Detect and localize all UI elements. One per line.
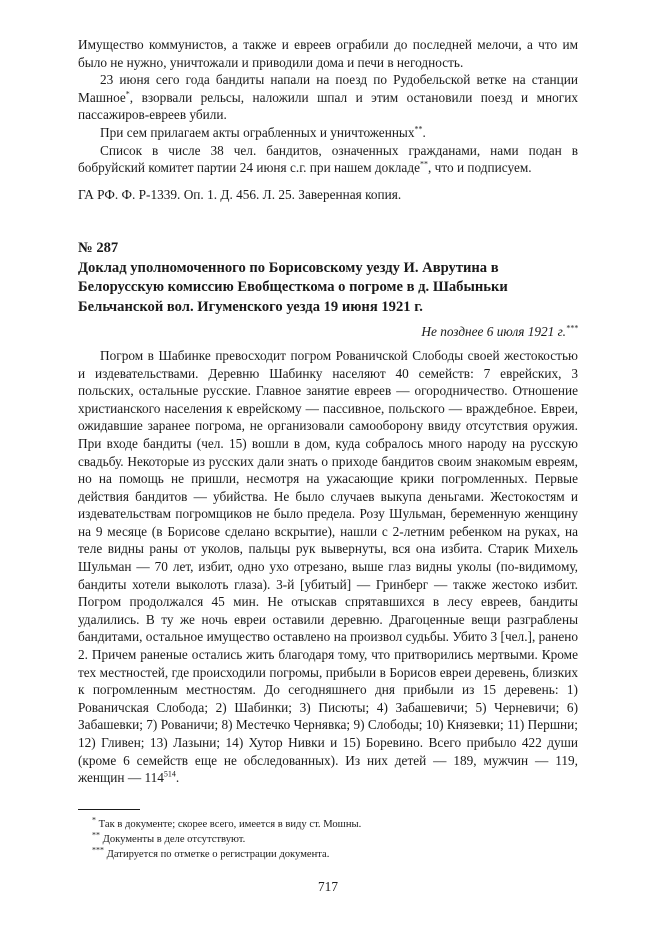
page-number: 717 — [318, 878, 338, 894]
book-page — [78, 36, 578, 895]
document-date — [78, 323, 578, 341]
footnote-text: Документы в деле отсутствуют. — [102, 833, 246, 845]
footnote — [78, 832, 578, 847]
text-run: 23 июня сего года бандиты напали на поезд по Рудобельской ветке на станции Машное — [78, 72, 578, 105]
footnote — [78, 847, 578, 862]
archive-source: ГА РФ. Ф. Р-1339. Оп. 1. Д. 456. Л. 25. Заверенная копия. — [78, 186, 402, 202]
footnote-divider — [78, 809, 140, 810]
paragraph — [78, 71, 578, 124]
footnote-mark: *** — [92, 845, 104, 855]
footnote-mark: * — [92, 815, 96, 825]
text-run: Погром в Шабинке превосходит погром Рованичской Слободы своей жестокостью и издевательствами. Деревню Шабинку населяют 40 семейств: 7 еврейских, 3 польских, остальные русские. Главное занятие евреев — огородничество. Отношение христианского населения к еврейскому — пассивное, польского — враждебное. Евреи, ожидавшие заранее погрома, не организовали самооборону ввиду отсутствия оружия. При входе бандиты (чел. 15) вошли в дом, куда собралось много народу на русскую свадьбу. Некоторые из русских дали знать о приходе бандитов своим знакомым евреям, но на помощь не пришли, несмотря на ужасающие крики погромленных. Первые действия бандитов — убийства. Не было случаев выкупа деньгами. Жестокостям и издевательствам погромщиков не было предела. Розу Шульман, беременную женщину на 9 месяце (в Борисове сделано вскрытие), нашли с 2-летним ребенком на руках, на теле видны раны от уколов, пальцы рук вывернуты, вся она избита. Старик Михель Шульман — 70 лет, избит, одно ухо отрезано, выше глаз видны уколы (по-видимому, бандиты хотели выколоть глаза). 3-й [убитый] — Гринберг — также жестоко избит. Погром продолжался 45 мин. Не отыскав спрятавшихся в лесу евреев, бандиты удалились. В ту же ночь евреи оставили деревню. Драгоценные вещи разграблены бандитами, остальное имущество оставлено на произвол судьбы. Убито 3 [чел.], ранено 2. Причем раненые остались жить благодаря тому, что притворились мертвыми. Кроме тех местностей, где происходили погромы, прибыли в Борисов евреи деревень, близких к погромленным местностям. До сегодняшнего дня прибыли из 15 деревень: 1) Рованичская Слобода; 2) Шабинки; 3) Писюты; 4) Забашевичи; 5) Черневичи; 6) Забашевки; 7) Рованичи; 8) Местечко Чернявка; 9) Слободы; 10) Князевки; 11) Першни; 12) Гливен; 13) Лазыни; 14) Хутор Нивки и 15) Боревино. Всего прибыло 422 души (кроме 6 семейств еще не обследованных). Из них детей — 189, мужчин — 119, женщин — 114 — [78, 347, 578, 786]
text-run: . — [175, 770, 180, 786]
footnote-mark: ** — [92, 830, 100, 840]
footnote-text: Так в документе; скорее всего, имеется в виду ст. Мошны. — [98, 818, 362, 830]
text-run: Список в числе 38 чел. бандитов, означенных гражданами, нами подан в бобруйский комитет партии 24 июня с.г. при нашем докладе — [78, 142, 578, 176]
document-number: № 287 — [78, 240, 119, 257]
footnote-text: Датируется по отметке о регистрации документа. — [106, 848, 330, 860]
document-title: Доклад уполномоченного по Борисовскому уезду И. Аврутина в Белорусскую комиссию Евобщесткома о погроме в д. Шабыньки Бельчанской вол. Игуменского уезда 19 июня 1921 г. — [78, 259, 508, 315]
text-run: , что и подписуем. — [428, 160, 532, 176]
text-run: , взорвали рельсы, наложили шпал и этим остановили поезд и многих пассажиров-евреев убили. — [78, 89, 578, 123]
footnote-ref: * — [125, 89, 130, 99]
paragraph: Имущество коммунистов, а также и евреев ограбили до последней мелочи, а что им было не нужно, уничтожали и приводили дома и печи в негодность. — [78, 37, 578, 70]
text-run: . — [422, 124, 426, 140]
endnote-ref: 514 — [163, 769, 176, 779]
date-text: Не позднее 6 июля 1921 г. — [421, 324, 566, 340]
document-body — [78, 347, 578, 787]
footnote — [78, 817, 578, 832]
paragraph — [78, 124, 578, 142]
footnote-ref: ** — [420, 159, 428, 169]
paragraph — [78, 142, 578, 177]
text-run: При сем прилагаем акты ограбленных и уничтоженных — [100, 124, 415, 140]
footnote-ref: ** — [414, 124, 423, 134]
footnote-ref: *** — [566, 323, 578, 333]
